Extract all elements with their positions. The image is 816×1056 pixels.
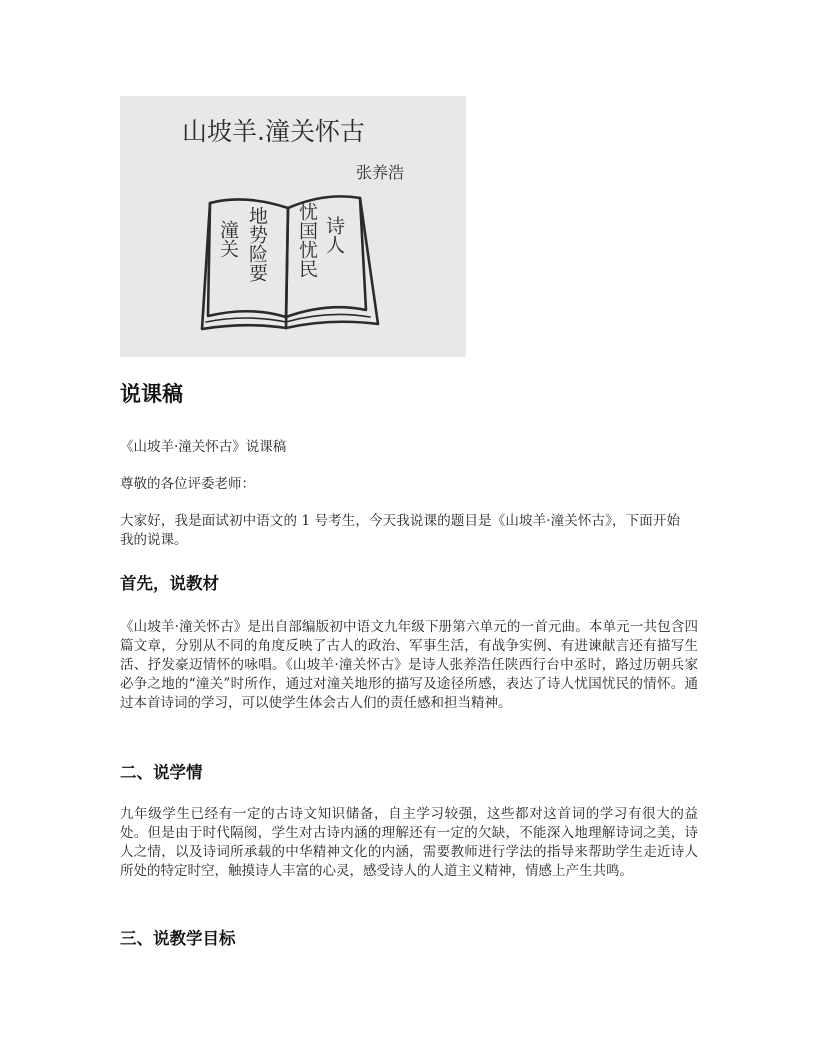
greeting-paragraph: 尊敬的各位评委老师：	[120, 476, 255, 492]
figure-left-col-2: 地势险要	[246, 206, 268, 282]
open-book-drawing	[120, 96, 466, 357]
section-heading-textbook: 首先，说教材	[120, 574, 219, 593]
figure-right-col-2: 诗人	[323, 216, 345, 254]
figure-left-col-1: 潼关	[217, 220, 239, 258]
hand-drawn-illustration	[120, 96, 466, 357]
section-body-textbook: 《山坡羊·潼关怀古》是出自部编版初中语文九年级下册第六单元的一首元曲。本单元一共包含四篇文章，分别从不同的角度反映了古人的政治、军事生活，有战争实例、有进谏献言还有描写生活、抒发豪迈情怀的咏唱。《山坡羊·潼关怀古》是诗人张养浩任陕西行台中丞时，路过历朝兵家必争之地的“潼关”时所作，通过对潼关地形的描写及途径所感，表达了诗人忧国忧民的情怀。通过本首诗词的学习，可以使学生体会古人们的责任感和担当精神。	[120, 619, 698, 711]
document-title: 说课稿	[120, 382, 183, 406]
figure-title: 山坡羊.潼关怀古	[182, 117, 365, 146]
section-body-students: 九年级学生已经有一定的古诗文知识储备，自主学习较强，这些都对这首词的学习有很大的益处。但是由于时代隔阂，学生对古诗内涵的理解还有一定的欠缺，不能深入地理解诗词之美，诗人之情，以及诗词所承载的中华精神文化的内涵，需要教师进行学法的指导来帮助学生走近诗人所处的特定时空，触摸诗人丰富的心灵，感受诗人的人道主义精神，情感上产生共鸣。	[120, 806, 698, 879]
figure-right-col-1: 忧国忧民	[296, 202, 318, 278]
book-icon	[202, 196, 378, 329]
figure-author: 张养浩	[356, 163, 405, 182]
section-heading-objectives: 三、说教学目标	[120, 929, 236, 948]
section-heading-students: 二、说学情	[120, 763, 203, 782]
intro-paragraph: 大家好，我是面试初中语文的 1 号考生，今天我说课的题目是《山坡羊·潼关怀古》，下面开始我的说课。	[120, 513, 680, 548]
document-subtitle: 《山坡羊·潼关怀古》说课稿	[120, 439, 287, 455]
